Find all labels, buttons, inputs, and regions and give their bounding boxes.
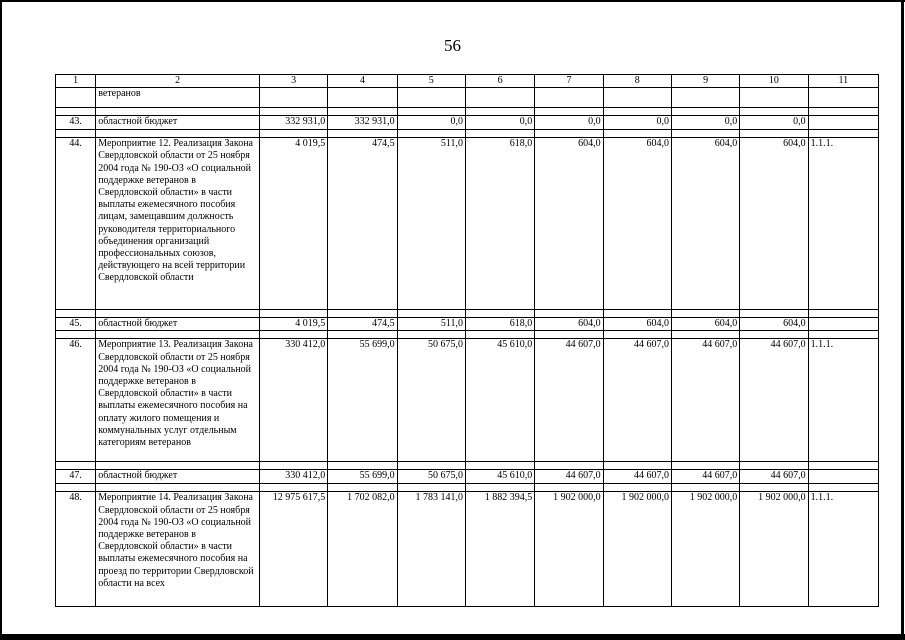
value-cell: 44 607,0 xyxy=(603,470,671,484)
separator-cell xyxy=(603,310,671,318)
header-cell: 10 xyxy=(740,75,808,88)
budget-table xyxy=(55,74,879,607)
value-cell: 604,0 xyxy=(671,138,739,310)
code-cell xyxy=(808,116,878,130)
value-cell xyxy=(259,88,327,108)
separator-cell xyxy=(671,484,739,492)
value-cell: 511,0 xyxy=(397,318,465,331)
separator-cell xyxy=(56,462,96,470)
row-name-cell: областной бюджет xyxy=(96,470,260,484)
separator-cell xyxy=(259,331,327,339)
value-cell: 55 699,0 xyxy=(328,339,397,462)
value-cell: 44 607,0 xyxy=(535,470,603,484)
value-cell: 604,0 xyxy=(603,138,671,310)
separator-cell xyxy=(465,130,534,138)
separator-cell xyxy=(56,331,96,339)
separator-cell xyxy=(671,462,739,470)
value-cell: 1 902 000,0 xyxy=(740,492,808,607)
value-cell: 0,0 xyxy=(465,116,534,130)
separator-cell xyxy=(465,462,534,470)
row-number-cell: 46. xyxy=(56,339,96,462)
separator-cell xyxy=(465,484,534,492)
separator-cell xyxy=(397,310,465,318)
separator-cell xyxy=(740,310,808,318)
row-number-cell: 44. xyxy=(56,138,96,310)
separator-cell xyxy=(96,462,260,470)
table-row xyxy=(56,339,879,462)
value-cell: 44 607,0 xyxy=(740,470,808,484)
value-cell: 618,0 xyxy=(465,138,534,310)
row-number-cell: 48. xyxy=(56,492,96,607)
value-cell: 0,0 xyxy=(740,116,808,130)
row-name-cell: областной бюджет xyxy=(96,318,260,331)
header-cell: 7 xyxy=(535,75,603,88)
value-cell: 0,0 xyxy=(397,116,465,130)
value-cell: 44 607,0 xyxy=(671,470,739,484)
separator-cell xyxy=(535,130,603,138)
table-row xyxy=(56,470,879,484)
value-cell: 0,0 xyxy=(535,116,603,130)
code-cell xyxy=(808,88,878,108)
separator-cell xyxy=(465,108,534,116)
value-cell: 50 675,0 xyxy=(397,470,465,484)
separator-cell xyxy=(808,130,878,138)
separator-cell xyxy=(56,130,96,138)
row-separator xyxy=(56,462,879,470)
separator-cell xyxy=(740,130,808,138)
value-cell: 55 699,0 xyxy=(328,470,397,484)
separator-cell xyxy=(259,130,327,138)
separator-cell xyxy=(328,310,397,318)
scan-border-bottom xyxy=(0,634,905,640)
separator-cell xyxy=(671,108,739,116)
row-separator xyxy=(56,331,879,339)
separator-cell xyxy=(740,331,808,339)
row-separator xyxy=(56,310,879,318)
value-cell: 618,0 xyxy=(465,318,534,331)
separator-cell xyxy=(603,108,671,116)
separator-cell xyxy=(808,484,878,492)
value-cell: 44 607,0 xyxy=(740,339,808,462)
header-cell: 4 xyxy=(328,75,397,88)
value-cell xyxy=(328,88,397,108)
table-row xyxy=(56,116,879,130)
value-cell xyxy=(671,88,739,108)
table-row xyxy=(56,88,879,108)
value-cell: 44 607,0 xyxy=(671,339,739,462)
separator-cell xyxy=(808,108,878,116)
separator-cell xyxy=(328,462,397,470)
separator-cell xyxy=(328,130,397,138)
separator-cell xyxy=(535,462,603,470)
value-cell: 1 902 000,0 xyxy=(535,492,603,607)
header-cell: 5 xyxy=(397,75,465,88)
value-cell: 45 610,0 xyxy=(465,470,534,484)
value-cell: 1 902 000,0 xyxy=(671,492,739,607)
value-cell xyxy=(465,88,534,108)
value-cell: 0,0 xyxy=(671,116,739,130)
value-cell: 604,0 xyxy=(740,138,808,310)
separator-cell xyxy=(808,331,878,339)
value-cell: 604,0 xyxy=(603,318,671,331)
separator-cell xyxy=(259,484,327,492)
code-cell xyxy=(808,318,878,331)
separator-cell xyxy=(397,331,465,339)
value-cell xyxy=(740,88,808,108)
separator-cell xyxy=(603,130,671,138)
separator-cell xyxy=(96,108,260,116)
value-cell: 12 975 617,5 xyxy=(259,492,327,607)
separator-cell xyxy=(535,484,603,492)
header-cell: 8 xyxy=(603,75,671,88)
value-cell: 511,0 xyxy=(397,138,465,310)
separator-cell xyxy=(671,130,739,138)
separator-cell xyxy=(259,108,327,116)
separator-cell xyxy=(740,108,808,116)
row-number-cell: 47. xyxy=(56,470,96,484)
value-cell: 604,0 xyxy=(740,318,808,331)
value-cell: 45 610,0 xyxy=(465,339,534,462)
value-cell: 4 019,5 xyxy=(259,318,327,331)
separator-cell xyxy=(535,310,603,318)
row-number-cell xyxy=(56,88,96,108)
row-name-cell: областной бюджет xyxy=(96,116,260,130)
value-cell: 604,0 xyxy=(671,318,739,331)
row-name-cell: ветеранов xyxy=(96,88,260,108)
table-row xyxy=(56,138,879,310)
value-cell: 44 607,0 xyxy=(603,339,671,462)
row-name-cell: Мероприятие 14. Реализация Закона Свердловской области от 25 ноября 2004 года № 190-ОЗ «О социальной поддержке ветеранов в Свердловской области» в части выплаты ежемесячного пособия на проезд по территории Свердловской области на всех xyxy=(96,492,260,607)
separator-cell xyxy=(96,130,260,138)
separator-cell xyxy=(671,310,739,318)
value-cell: 44 607,0 xyxy=(535,339,603,462)
code-cell: 1.1.1. xyxy=(808,339,878,462)
header-cell: 9 xyxy=(671,75,739,88)
value-cell: 330 412,0 xyxy=(259,470,327,484)
separator-cell xyxy=(603,484,671,492)
code-cell: 1.1.1. xyxy=(808,138,878,310)
scan-border-right xyxy=(901,0,904,640)
separator-cell xyxy=(328,108,397,116)
separator-cell xyxy=(808,462,878,470)
value-cell: 1 702 082,0 xyxy=(328,492,397,607)
row-separator xyxy=(56,130,879,138)
separator-cell xyxy=(397,108,465,116)
separator-cell xyxy=(740,484,808,492)
value-cell: 330 412,0 xyxy=(259,339,327,462)
row-name-cell: Мероприятие 13. Реализация Закона Свердловской области от 25 ноября 2004 года № 190-ОЗ «О социальной поддержке ветеранов в Свердловской области» в части выплаты ежемесячного пособия на оплату жилого помещения и коммунальных услуг отдельным категориям ветеранов xyxy=(96,339,260,462)
separator-cell xyxy=(465,331,534,339)
table-row xyxy=(56,318,879,331)
page-number: 56 xyxy=(444,36,461,55)
separator-cell xyxy=(465,310,534,318)
separator-cell xyxy=(56,108,96,116)
header-row xyxy=(56,75,879,88)
value-cell: 332 931,0 xyxy=(328,116,397,130)
header-cell: 3 xyxy=(259,75,327,88)
row-name-cell: Мероприятие 12. Реализация Закона Свердловской области от 25 ноября 2004 года № 190-ОЗ «О социальной поддержке ветеранов в Свердловской области» в части выплаты ежемесячного пособия лицам, замещавшим должность руководителя территориального объединения организаций профессиональных союзов, действующего на всей территории Свердловской области xyxy=(96,138,260,310)
separator-cell xyxy=(96,310,260,318)
separator-cell xyxy=(56,484,96,492)
separator-cell xyxy=(671,331,739,339)
scan-border-top xyxy=(0,0,905,2)
scan-border-left xyxy=(0,0,2,640)
row-number-cell: 45. xyxy=(56,318,96,331)
header-cell: 11 xyxy=(808,75,878,88)
row-separator xyxy=(56,484,879,492)
table-body xyxy=(56,75,879,607)
code-cell xyxy=(808,470,878,484)
separator-cell xyxy=(56,310,96,318)
value-cell: 332 931,0 xyxy=(259,116,327,130)
value-cell xyxy=(535,88,603,108)
header-cell: 1 xyxy=(56,75,96,88)
header-cell: 2 xyxy=(96,75,260,88)
header-cell: 6 xyxy=(465,75,534,88)
separator-cell xyxy=(397,462,465,470)
value-cell: 0,0 xyxy=(603,116,671,130)
value-cell: 1 882 394,5 xyxy=(465,492,534,607)
value-cell: 474,5 xyxy=(328,138,397,310)
separator-cell xyxy=(328,484,397,492)
separator-cell xyxy=(96,484,260,492)
separator-cell xyxy=(603,331,671,339)
value-cell: 604,0 xyxy=(535,318,603,331)
row-number-cell: 43. xyxy=(56,116,96,130)
value-cell: 474,5 xyxy=(328,318,397,331)
separator-cell xyxy=(259,310,327,318)
value-cell: 1 902 000,0 xyxy=(603,492,671,607)
separator-cell xyxy=(259,462,327,470)
value-cell: 4 019,5 xyxy=(259,138,327,310)
separator-cell xyxy=(808,310,878,318)
value-cell xyxy=(603,88,671,108)
separator-cell xyxy=(535,331,603,339)
separator-cell xyxy=(603,462,671,470)
separator-cell xyxy=(397,130,465,138)
row-separator xyxy=(56,108,879,116)
separator-cell xyxy=(328,331,397,339)
value-cell xyxy=(397,88,465,108)
value-cell: 604,0 xyxy=(535,138,603,310)
value-cell: 50 675,0 xyxy=(397,339,465,462)
table-row xyxy=(56,492,879,607)
separator-cell xyxy=(740,462,808,470)
separator-cell xyxy=(96,331,260,339)
value-cell: 1 783 141,0 xyxy=(397,492,465,607)
separator-cell xyxy=(397,484,465,492)
code-cell: 1.1.1. xyxy=(808,492,878,607)
separator-cell xyxy=(535,108,603,116)
